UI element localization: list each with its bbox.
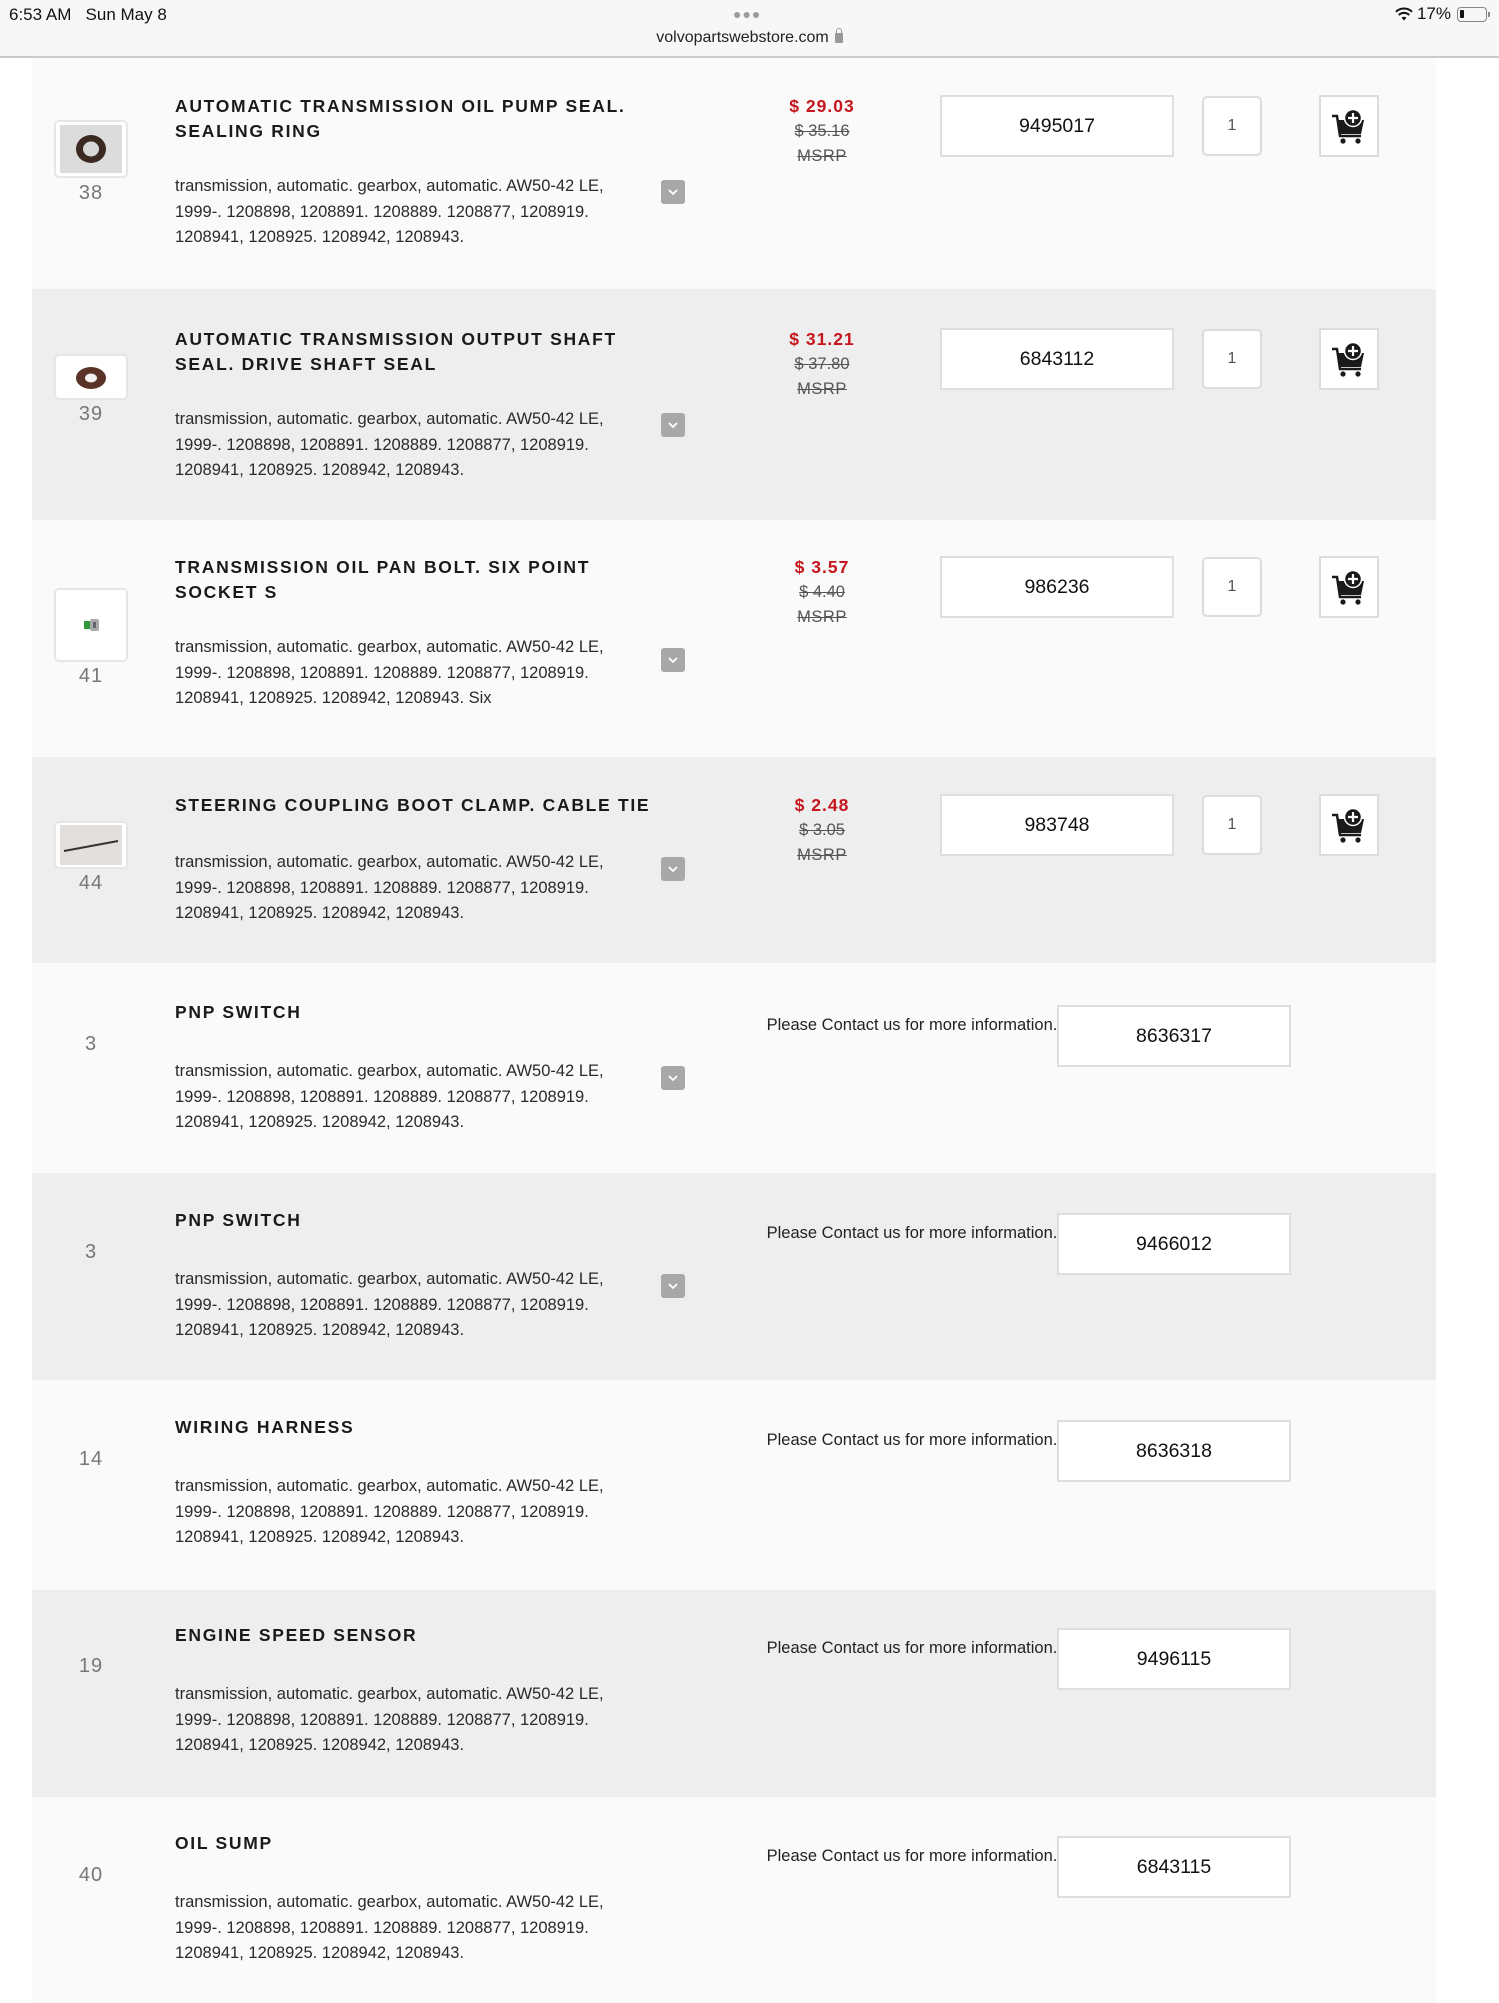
contact-message: Please Contact us for more information. bbox=[766, 1016, 1058, 1034]
expand-description-button[interactable] bbox=[661, 648, 685, 672]
price-block bbox=[752, 327, 892, 402]
expand-description-button[interactable] bbox=[661, 180, 685, 204]
part-title[interactable]: AUTOMATIC TRANSMISSION OUTPUT SHAFT SEAL. DRIVE SHAFT SEAL bbox=[175, 329, 617, 374]
bolt-thumbnail bbox=[60, 595, 122, 655]
part-title[interactable]: STEERING COUPLING BOOT CLAMP. CABLE TIE bbox=[175, 795, 651, 815]
part-title[interactable]: OIL SUMP bbox=[175, 1833, 273, 1853]
diagram-ref-number: 39 bbox=[78, 403, 104, 425]
diagram-ref-number: 44 bbox=[78, 872, 104, 894]
expand-description-button[interactable] bbox=[661, 1274, 685, 1298]
cart-plus-icon bbox=[1330, 805, 1368, 845]
chevron-down-icon bbox=[667, 863, 679, 875]
oil-seal-ring-thumbnail bbox=[60, 125, 122, 173]
part-title[interactable]: PNP SWITCH bbox=[175, 1210, 302, 1230]
quantity-input[interactable]: 1 bbox=[1202, 557, 1262, 617]
chevron-down-icon bbox=[667, 1280, 679, 1292]
cart-plus-icon bbox=[1330, 339, 1368, 379]
part-number-field[interactable]: 983748 bbox=[940, 794, 1174, 856]
msrp-label: MSRP bbox=[797, 846, 847, 864]
part-thumbnail[interactable] bbox=[54, 588, 128, 662]
part-row bbox=[32, 289, 1436, 520]
part-description: transmission, automatic. gearbox, automatic. AW50-42 LE, 1999-. 1208898, 1208891. 1208889. 1208877, 1208919. 1208941, 1208925. 1208942, 1208943. bbox=[175, 1893, 604, 1962]
part-row bbox=[32, 520, 1436, 757]
expand-description-button[interactable] bbox=[661, 857, 685, 881]
chevron-down-icon bbox=[667, 1072, 679, 1084]
url-text: volvopartswebstore.com bbox=[656, 29, 829, 46]
part-number-field[interactable]: 9495017 bbox=[940, 95, 1174, 157]
contact-message: Please Contact us for more information. bbox=[766, 1224, 1058, 1242]
contact-message: Please Contact us for more information. bbox=[766, 1431, 1058, 1449]
diagram-ref-number: 40 bbox=[78, 1864, 104, 1886]
sale-price: $ 29.03 bbox=[789, 96, 855, 116]
part-thumbnail[interactable] bbox=[54, 120, 128, 178]
battery-percent: 17% bbox=[1416, 4, 1451, 23]
part-number-field[interactable]: 986236 bbox=[940, 556, 1174, 618]
diagram-ref-number: 14 bbox=[78, 1448, 104, 1470]
part-number-field[interactable]: 8636317 bbox=[1057, 1005, 1291, 1067]
status-bar bbox=[0, 0, 1499, 58]
part-row bbox=[32, 1173, 1436, 1380]
part-number-field[interactable]: 6843112 bbox=[940, 328, 1174, 390]
price-block bbox=[752, 793, 892, 868]
part-description: transmission, automatic. gearbox, automatic. AW50-42 LE, 1999-. 1208898, 1208891. 1208889. 1208877, 1208919. 1208941, 1208925. 1208942, 1208943. bbox=[175, 1477, 604, 1546]
part-description: transmission, automatic. gearbox, automatic. AW50-42 LE, 1999-. 1208898, 1208891. 1208889. 1208877, 1208919. 1208941, 1208925. 1208942, 1208943. bbox=[175, 1062, 604, 1131]
part-number-field[interactable]: 8636318 bbox=[1057, 1420, 1291, 1482]
diagram-ref-number: 38 bbox=[78, 182, 104, 204]
part-description: transmission, automatic. gearbox, automatic. AW50-42 LE, 1999-. 1208898, 1208891. 1208889. 1208877, 1208919. 1208941, 1208925. 1208942, 1208943. bbox=[175, 1685, 604, 1754]
msrp-label: MSRP bbox=[797, 147, 847, 165]
part-title[interactable]: TRANSMISSION OIL PAN BOLT. SIX POINT SOCKET S bbox=[175, 557, 591, 602]
lock-icon bbox=[835, 33, 843, 43]
part-number-field[interactable]: 6843115 bbox=[1057, 1836, 1291, 1898]
part-title[interactable]: PNP SWITCH bbox=[175, 1002, 302, 1022]
part-thumbnail[interactable] bbox=[54, 354, 128, 400]
diagram-ref-number: 3 bbox=[84, 1033, 98, 1055]
add-to-cart-button[interactable] bbox=[1319, 794, 1379, 856]
msrp-price: $ 3.05 bbox=[799, 821, 845, 839]
diagram-ref-number: 3 bbox=[84, 1241, 98, 1263]
add-to-cart-button[interactable] bbox=[1319, 556, 1379, 618]
quantity-input[interactable]: 1 bbox=[1202, 329, 1262, 389]
part-description: transmission, automatic. gearbox, automatic. AW50-42 LE, 1999-. 1208898, 1208891. 1208889. 1208877, 1208919. 1208941, 1208925. 1208942, 1208943. bbox=[175, 177, 604, 246]
part-row bbox=[32, 1590, 1436, 1797]
quantity-input[interactable]: 1 bbox=[1202, 795, 1262, 855]
part-title[interactable]: AUTOMATIC TRANSMISSION OIL PUMP SEAL. SEALING RING bbox=[175, 96, 626, 141]
part-description: transmission, automatic. gearbox, automatic. AW50-42 LE, 1999-. 1208898, 1208891. 1208889. 1208877, 1208919. 1208941, 1208925. 1208942, 1208943. Six bbox=[175, 638, 604, 707]
contact-message: Please Contact us for more information. bbox=[766, 1847, 1058, 1865]
url-bar[interactable] bbox=[0, 29, 1499, 47]
shaft-seal-thumbnail bbox=[60, 358, 122, 396]
part-description: transmission, automatic. gearbox, automatic. AW50-42 LE, 1999-. 1208898, 1208891. 1208889. 1208877, 1208919. 1208941, 1208925. 1208942, 1208943. bbox=[175, 1270, 604, 1339]
sale-price: $ 3.57 bbox=[794, 557, 850, 577]
status-time: 6:53 AM Sun May 8 bbox=[9, 5, 167, 24]
msrp-label: MSRP bbox=[797, 608, 847, 626]
cable-tie-thumbnail bbox=[60, 825, 122, 865]
part-description: transmission, automatic. gearbox, automatic. AW50-42 LE, 1999-. 1208898, 1208891. 1208889. 1208877, 1208919. 1208941, 1208925. 1208942, 1208943. bbox=[175, 410, 604, 479]
part-description: transmission, automatic. gearbox, automatic. AW50-42 LE, 1999-. 1208898, 1208891. 1208889. 1208877, 1208919. 1208941, 1208925. 1208942, 1208943. bbox=[175, 853, 604, 922]
msrp-price: $ 4.40 bbox=[799, 583, 845, 601]
status-indicators bbox=[1395, 4, 1487, 24]
chevron-down-icon bbox=[667, 654, 679, 666]
part-title[interactable]: WIRING HARNESS bbox=[175, 1417, 355, 1437]
diagram-ref-number: 41 bbox=[78, 665, 104, 687]
part-row bbox=[32, 58, 1436, 289]
chevron-down-icon bbox=[667, 419, 679, 431]
msrp-label: MSRP bbox=[797, 380, 847, 398]
part-row bbox=[32, 757, 1436, 963]
part-title[interactable]: ENGINE SPEED SENSOR bbox=[175, 1625, 418, 1645]
add-to-cart-button[interactable] bbox=[1319, 328, 1379, 390]
wifi-icon bbox=[1395, 7, 1413, 21]
price-block bbox=[752, 94, 892, 169]
add-to-cart-button[interactable] bbox=[1319, 95, 1379, 157]
chevron-down-icon bbox=[667, 186, 679, 198]
diagram-ref-number: 19 bbox=[78, 1655, 104, 1677]
contact-message: Please Contact us for more information. bbox=[766, 1639, 1058, 1657]
battery-icon bbox=[1457, 7, 1487, 22]
msrp-price: $ 35.16 bbox=[794, 122, 850, 140]
parts-list bbox=[32, 58, 1436, 2003]
part-number-field[interactable]: 9496115 bbox=[1057, 1628, 1291, 1690]
part-row bbox=[32, 1797, 1436, 2003]
cart-plus-icon bbox=[1330, 106, 1368, 146]
msrp-price: $ 37.80 bbox=[794, 355, 850, 373]
sale-price: $ 31.21 bbox=[789, 329, 855, 349]
part-number-field[interactable]: 9466012 bbox=[1057, 1213, 1291, 1275]
price-block bbox=[752, 555, 892, 630]
cart-plus-icon bbox=[1330, 567, 1368, 607]
sale-price: $ 2.48 bbox=[794, 795, 850, 815]
quantity-input[interactable]: 1 bbox=[1202, 96, 1262, 156]
expand-description-button[interactable] bbox=[661, 413, 685, 437]
part-row bbox=[32, 1380, 1436, 1590]
multitasking-dots-icon[interactable]: ●●● bbox=[733, 6, 762, 22]
part-row bbox=[32, 963, 1436, 1173]
expand-description-button[interactable] bbox=[661, 1066, 685, 1090]
part-thumbnail[interactable] bbox=[54, 821, 128, 869]
